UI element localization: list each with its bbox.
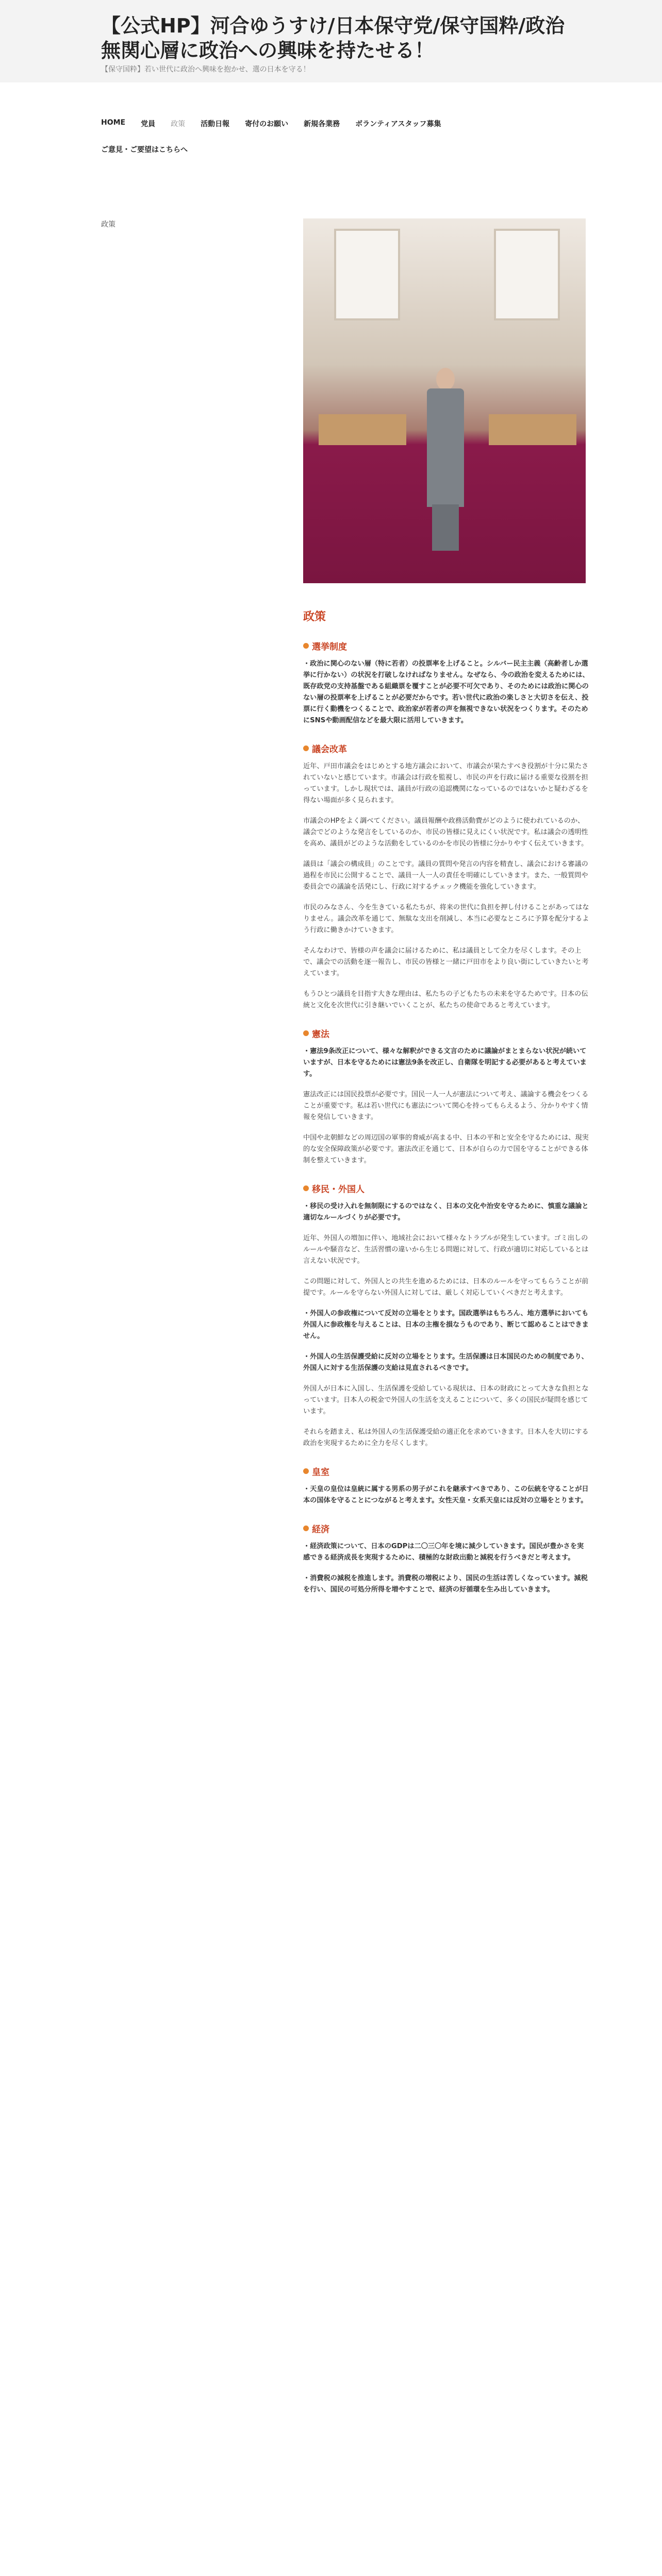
policy-paragraph: 憲法改正には国民投票が必要です。国民一人一人が憲法について考え、議論する機会をつくることが重要です。私は若い世代にも憲法について関心を持ってもらえるよう、分かりやすく情報を発信していきます。	[303, 1091, 589, 1121]
policy-paragraph: ・移民の受け入れを無制限にするのではなく、日本の文化や治安を守るために、慎重な議論と適切なルールづくりが必要です。	[303, 1202, 589, 1222]
nav-item-secondary-0[interactable]: ご意見・ご要望はこちらへ	[101, 146, 188, 154]
policy-paragraph: ・天皇の皇位は皇統に属する男系の男子がこれを継承すべきであり、この伝統を守ることが日本の国体を守ることにつながると考えます。女性天皇・女系天皇には反対の立場をとります。	[303, 1485, 589, 1504]
window-right	[494, 229, 560, 320]
policy-paragraph: もうひとつ議員を目指す大きな理由は、私たちの子どもたちの未来を守るためです。日本の伝統と文化を次世代に引き継いでいくことが、私たちの使命であると考えています。	[303, 990, 588, 1009]
person-body	[427, 388, 464, 507]
policy-paragraph: ・外国人の生活保護受給に反対の立場をとります。生活保護は日本国民のための制度であり、外国人に対する生活保護の支給は見直されるべきです。	[303, 1353, 588, 1372]
policy-paragraph: 中国や北朝鮮などの周辺国の軍事的脅威が高まる中、日本の平和と安全を守るためには、現実的な安全保障政策が必要です。憲法改正を通じて、日本が自らの力で国を守ることができる体制を整えていきます。	[303, 1134, 589, 1164]
policy-paragraph: ・外国人の参政権について反対の立場をとります。国政選挙はもちろん、地方選挙においても外国人に参政権を与えることは、日本の主権を損なうものであり、断じて認めることはできません。	[303, 1310, 589, 1340]
section-title: 皇室	[312, 1467, 329, 1478]
candidate-photo	[303, 218, 586, 583]
policy-paragraph: ・憲法9条改正について、様々な解釈ができる文言のために議論がまとまらない状況が続いていますが、日本を守るためには憲法9条を改正し、自衛隊を明記する必要があると考えています。	[303, 1047, 587, 1078]
bullet-icon	[303, 1526, 309, 1531]
section-title: 経済	[312, 1524, 329, 1535]
nav-item-2[interactable]: 政策	[171, 120, 186, 128]
nav-row-primary	[101, 118, 565, 129]
policy-paragraph: 議員は「議会の構成員」のことです。議員の質問や発言の内容を精査し、議会における審議の過程を市民に公開することで、議員一人一人の責任を明確にしていきます。また、一般質問や委員会での議論を活発にし、行政に対するチェック機能を強化していきます。	[303, 860, 588, 891]
policy-paragraph: ・消費税の減税を推進します。消費税の増税により、国民の生活は苦しくなっています。減税を行い、国民の可処分所得を増やすことで、経済の好循環を生み出していきます。	[303, 1574, 588, 1594]
breadcrumb: 政策	[101, 221, 115, 229]
policy-paragraph: 市民のみなさん、今を生きている私たちが、将来の世代に負担を押し付けることがあってはなりません。議会改革を通じて、無駄な支出を削減し、本当に必要なところに予算を配分するよう行政に働きかけていきます。	[303, 904, 589, 934]
nav-item-6[interactable]: ボランティアスタッフ募集	[355, 120, 441, 128]
section-title: 議会改革	[312, 744, 347, 755]
bullet-icon	[303, 745, 309, 751]
bullet-icon	[303, 643, 309, 649]
window-left	[334, 229, 400, 320]
section-title: 憲法	[312, 1029, 329, 1040]
person-head	[436, 368, 455, 391]
policy-paragraph: 近年、戸田市議会をはじめとする地方議会において、市議会が果たすべき役割が十分に果たされていないと感じています。市議会は行政を監視し、市民の声を行政に届ける重要な役割を担っています。しかし現状では、議員が行政の追認機関になっているのではないかと疑わざるを得ない場面が多く見られます。	[303, 762, 589, 804]
policy-paragraph: ・政治に関心のない層（特に若者）の投票率を上げること。シルバー民主主義（高齢者しか選挙に行かない）の状況を打破しなければなりません。なぜなら、今の政治を変えるためには、既存政党の支持基盤である組織票を覆すことが必要不可欠であり、そのためには政治に関心のない層の投票率を上げることが必要だからです。若い世代に政治の楽しさと大切さを伝え、投票に行く動機をつくることで、政治家が若者の声を無視できない状況をつくります。そのためにSNSや動画配信などを最大限に活用していきます。	[303, 660, 589, 724]
policy-paragraph: この問題に対して、外国人との共生を進めるためには、日本のルールを守ってもらうことが前提です。ルールを守らない外国人に対しては、厳しく対応していくべきだと考えます。	[303, 1278, 589, 1297]
policy-paragraph: ・経済政策について、日本のGDPは二〇三〇年を境に減少していきます。国民が豊かさを実感できる経済成長を実現するために、積極的な財政出動と減税を行うべきだと考えます。	[303, 1543, 584, 1562]
section-heading	[303, 1182, 589, 1195]
nav-item-0[interactable]: HOME	[101, 118, 126, 127]
section-title: 選挙制度	[312, 642, 347, 652]
section-title: 移民・外国人	[312, 1184, 365, 1195]
policy-paragraph: 市議会のHPをよく調べてください。議員報酬や政務活動費がどのように使われているのか、議会でどのような発言をしているのか、市民の皆様に見えにくい状況です。私は議会の透明性を高め、議員がどのような活動をしているのかを市民の皆様に分かりやすく伝えていきます。	[303, 817, 588, 848]
section-heading	[303, 1465, 589, 1478]
nav-item-5[interactable]: 新規各業務	[304, 120, 340, 128]
main-nav	[101, 118, 565, 170]
section-heading	[303, 639, 589, 652]
nav-item-1[interactable]: 党員	[141, 120, 156, 128]
nav-row-secondary	[101, 144, 565, 155]
desk-left	[319, 414, 406, 445]
nav-item-3[interactable]: 活動日報	[201, 120, 230, 128]
bullet-icon	[303, 1468, 309, 1474]
section-heading	[303, 742, 589, 755]
desk-right	[489, 414, 576, 445]
bullet-icon	[303, 1030, 309, 1036]
policy-sections	[303, 639, 589, 1596]
policy-paragraph: それらを踏まえ、私は外国人の生活保護受給の適正化を求めていきます。日本人を大切にする政治を実現するために全力を尽くします。	[303, 1428, 589, 1447]
policy-paragraph: 近年、外国人の増加に伴い、地域社会において様々なトラブルが発生しています。ゴミ出しのルールや騒音など、生活習慣の違いから生じる問題に対して、行政が適切に対応しているとは言えない状況です。	[303, 1234, 589, 1265]
policy-paragraph: 外国人が日本に入国し、生活保護を受給している現状は、日本の財政にとって大きな負担となっています。日本人の税金で外国人の生活を支えることについて、多くの国民が疑問を感じています。	[303, 1385, 589, 1415]
page-title: 政策	[303, 611, 326, 623]
nav-item-4[interactable]: 寄付のお願い	[245, 120, 289, 128]
main-content	[303, 218, 589, 1605]
person-legs	[432, 504, 459, 551]
section-heading	[303, 1027, 589, 1040]
bullet-icon	[303, 1185, 309, 1191]
section-heading	[303, 1522, 589, 1535]
site-title[interactable]: 【公式HP】河合ゆうすけ/日本保守党/保守国粋/政治無関心層に政治への興味を持たせる！	[101, 14, 565, 62]
site-header	[0, 0, 662, 82]
policy-paragraph: そんなわけで、皆様の声を議会に届けるために、私は議員として全力を尽くします。その上で、議会での活動を逐一報告し、市民の皆様と一緒に戸田市をより良い街にしていきたいと考えています。	[303, 947, 589, 977]
site-description: 【保守国粋】若い世代に政治へ興味を抱かせ、選の日本を守る！	[101, 65, 310, 74]
